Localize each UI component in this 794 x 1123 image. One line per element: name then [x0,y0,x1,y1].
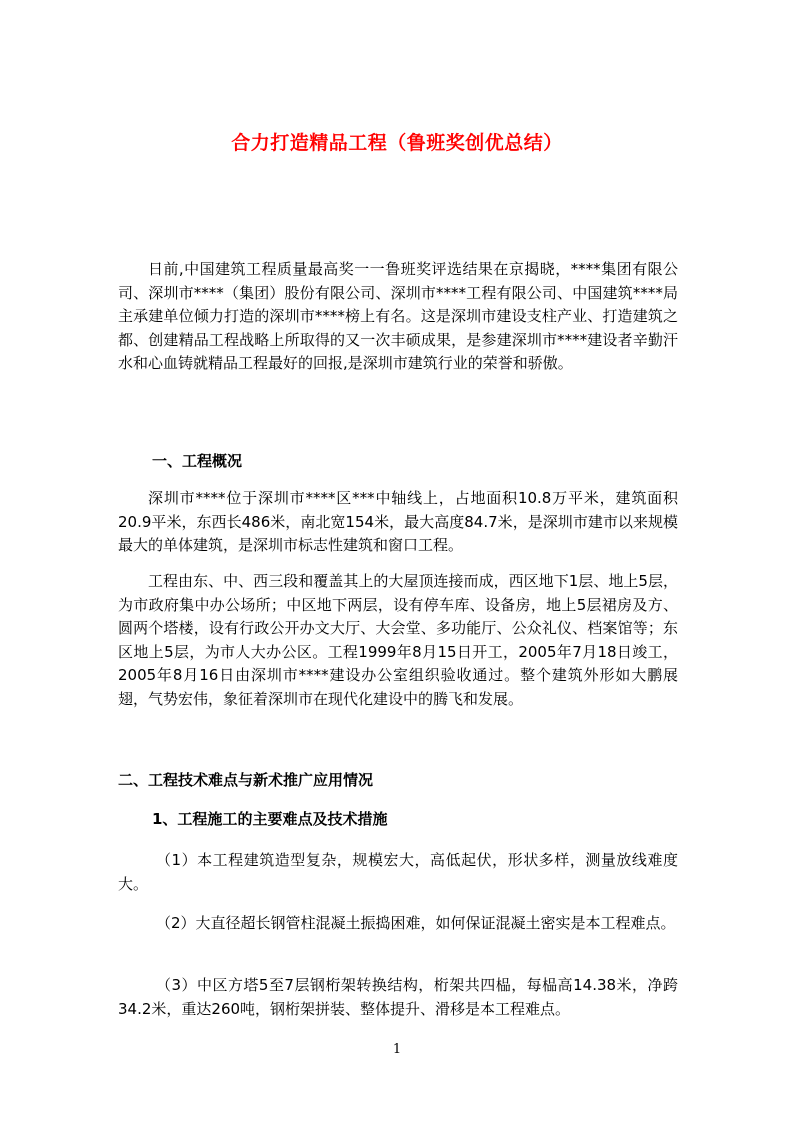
intro-paragraph: 日前,中国建筑工程质量最高奖一一鲁班奖评选结果在京揭晓，****集团有限公司、深圳市****（集团）股份有限公司、深圳市****工程有限公司、中国建筑****局主承建单位倾力打造的深圳市****榜上有名。这是深圳市建设支柱产业、打造建筑之都、创建精品工程战略上所取得的又一次丰硕成果，是参建深圳市****建设者辛勤汗水和心血铸就精品工程最好的回报,是深圳市建筑行业的荣誉和骄傲。 [118,260,678,372]
page-number: 1 [392,1042,402,1057]
document-title: 合力打造精品工程（鲁班奖创优总结） [231,132,563,154]
difficulty-item-3: （3）中区方塔5至7层钢桁架转换结构，桁架共四榀，每榀高14.38米，净跨34.2米，重达260吨，钢桁架拼装、整体提升、滑移是本工程难点。 [118,976,678,1018]
section-2-subheading: 1、工程施工的主要难点及技术措施 [152,810,388,828]
difficulty-item-2: （2）大直径超长钢管柱混凝土振捣困难，如何保证混凝土密实是本工程难点。 [156,914,676,932]
section-1-paragraph-1: 深圳市****位于深圳市****区***中轴线上，占地面积10.8万平米，建筑面积20.9平米，东西长486米，南北宽154米，最大高度84.7米，是深圳市建市以来规模最大的单体建筑，是深圳市标志性建筑和窗口工程。 [118,489,678,554]
section-1-paragraph-2: 工程由东、中、西三段和覆盖其上的大屋顶连接而成，西区地下1层、地上5层，为市政府集中办公场所；中区地下两层，设有停车库、设备房，地上5层裙房及方、圆两个塔楼，设有行政公开办文大厅、大会堂、多功能厅、公众礼仪、档案馆等；东区地上5层，为市人大办公区。工程1999年8月15日开工，2005年7月18日竣工，2005年8月16日由深圳市****建设办公室组织验收通过。整个建筑外形如大鹏展翅，气势宏伟，象征着深圳市在现代化建设中的腾飞和发展。 [118,572,678,708]
section-2-heading: 二、工程技术难点与新术推广应用情况 [118,771,374,789]
section-1-heading: 一、工程概况 [152,452,243,470]
difficulty-item-1: （1）本工程建筑造型复杂，规模宏大，高低起伏，形状多样，测量放线难度大。 [118,851,678,893]
